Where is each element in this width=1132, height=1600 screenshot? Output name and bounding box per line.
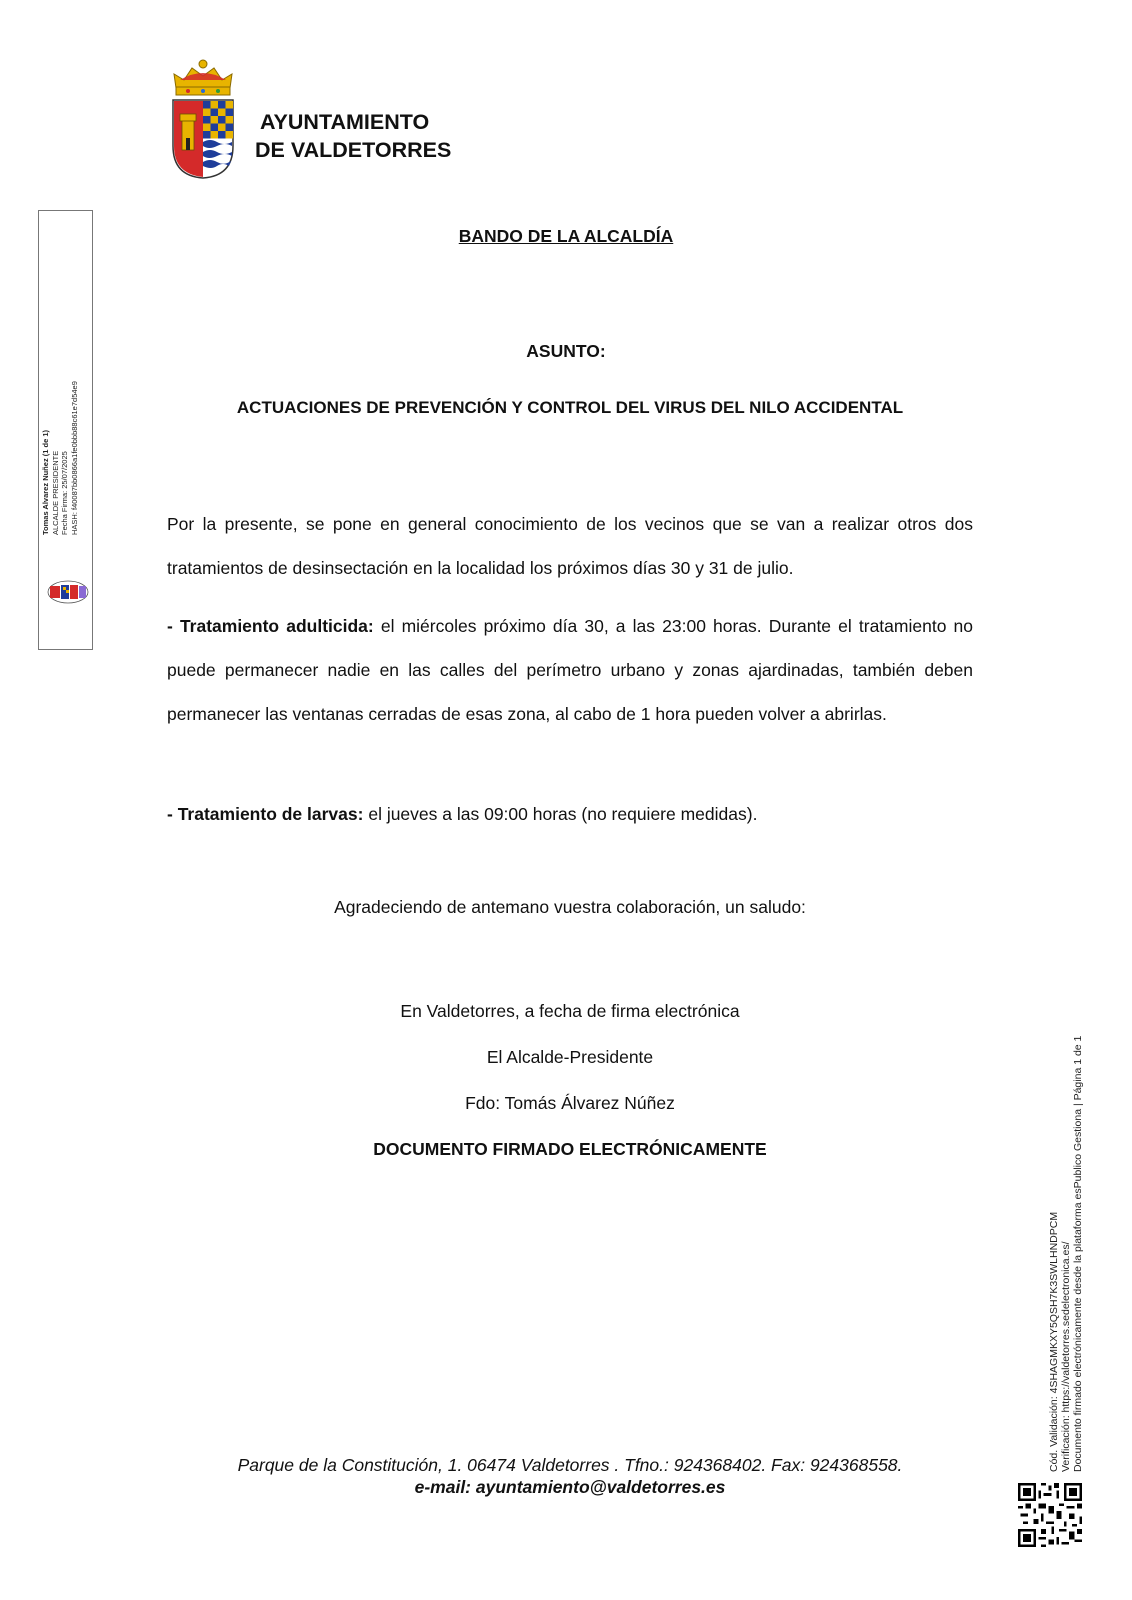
signature-date: Fecha Firma: 25/07/2025 <box>60 451 69 535</box>
adulticide-text: el miércoles próximo día 30, a las 23:00 horas. Durante el tratamiento no puede permanecer nadie en las calles del perímetro urbano y zonas ajardinadas, también deben permanecer las ventanas cerradas de esas zona, al cabo de 1 hora pueden volver a abrirlas. <box>167 616 973 724</box>
place-date-line: En Valdetorres, a fecha de firma electrónica <box>400 1001 740 1021</box>
signature-details <box>41 335 79 535</box>
footer-email: e-mail: ayuntamiento@valdetorres.es <box>414 1477 726 1497</box>
larvae-label: - Tratamiento de larvas: <box>167 804 364 824</box>
signature-seal-icon <box>46 580 90 604</box>
verification-platform: Documento firmado electrónicamente desde la plataforma esPublico Gestiona | Página 1 de 1 <box>1072 1035 1084 1472</box>
signer-role-line: El Alcalde-Presidente <box>486 1047 654 1067</box>
verification-url: Verificación: https://valdetorres.sedelectronica.es/ <box>1060 1241 1072 1472</box>
signer-line: Fdo: Tomás Álvarez Núñez <box>465 1093 675 1113</box>
signed-notice: DOCUMENTO FIRMADO ELECTRÓNICAMENTE <box>373 1139 767 1159</box>
adulticide-label: - Tratamiento adulticida: <box>167 616 374 636</box>
organization-name-line1: AYUNTAMIENTO <box>260 110 430 134</box>
signature-hash: HASH: f40087bb0866a1fe0bbb88c61e7d54e9 <box>69 381 79 535</box>
intro-paragraph: Por la presente, se pone en general conocimiento de los vecinos que se van a realizar otros dos tratamientos de desinsectación en la localidad los próximos días 30 y 31 de julio. <box>167 514 973 578</box>
larvae-paragraph <box>167 792 973 836</box>
larvae-text: el jueves a las 09:00 horas (no requiere medidas). <box>363 804 758 824</box>
document-title: BANDO DE LA ALCALDÍA <box>458 226 674 246</box>
signer-name: Tomas Alvarez Nuñez (1 de 1) <box>41 429 50 535</box>
verification-code: Cód. Validación: 4SHAGMKXY5QSH7K3SWLHNDPCM <box>1048 1211 1060 1472</box>
adulticide-paragraph <box>167 604 973 736</box>
footer-address: Parque de la Constitución, 1. 06474 Valdetorres . Tfno.: 924368402. Fax: 924368558. <box>237 1455 903 1475</box>
subject-heading: ACTUACIONES DE PREVENCIÓN Y CONTROL DEL VIRUS DEL NILO ACCIDENTAL <box>236 398 904 417</box>
organization-name <box>255 108 451 164</box>
organization-name-line2: DE VALDETORRES <box>255 138 452 162</box>
thanks-line: Agradeciendo de antemano vuestra colaboración, un saludo: <box>334 897 806 917</box>
coat-of-arms-logo <box>170 58 236 180</box>
subject-label: ASUNTO: <box>526 341 606 361</box>
signer-role: ALCALDE PRESIDENTE <box>50 450 60 535</box>
footer <box>0 1454 1132 1498</box>
qr-code-icon <box>1018 1483 1082 1547</box>
verification-strip <box>1048 1036 1084 1472</box>
